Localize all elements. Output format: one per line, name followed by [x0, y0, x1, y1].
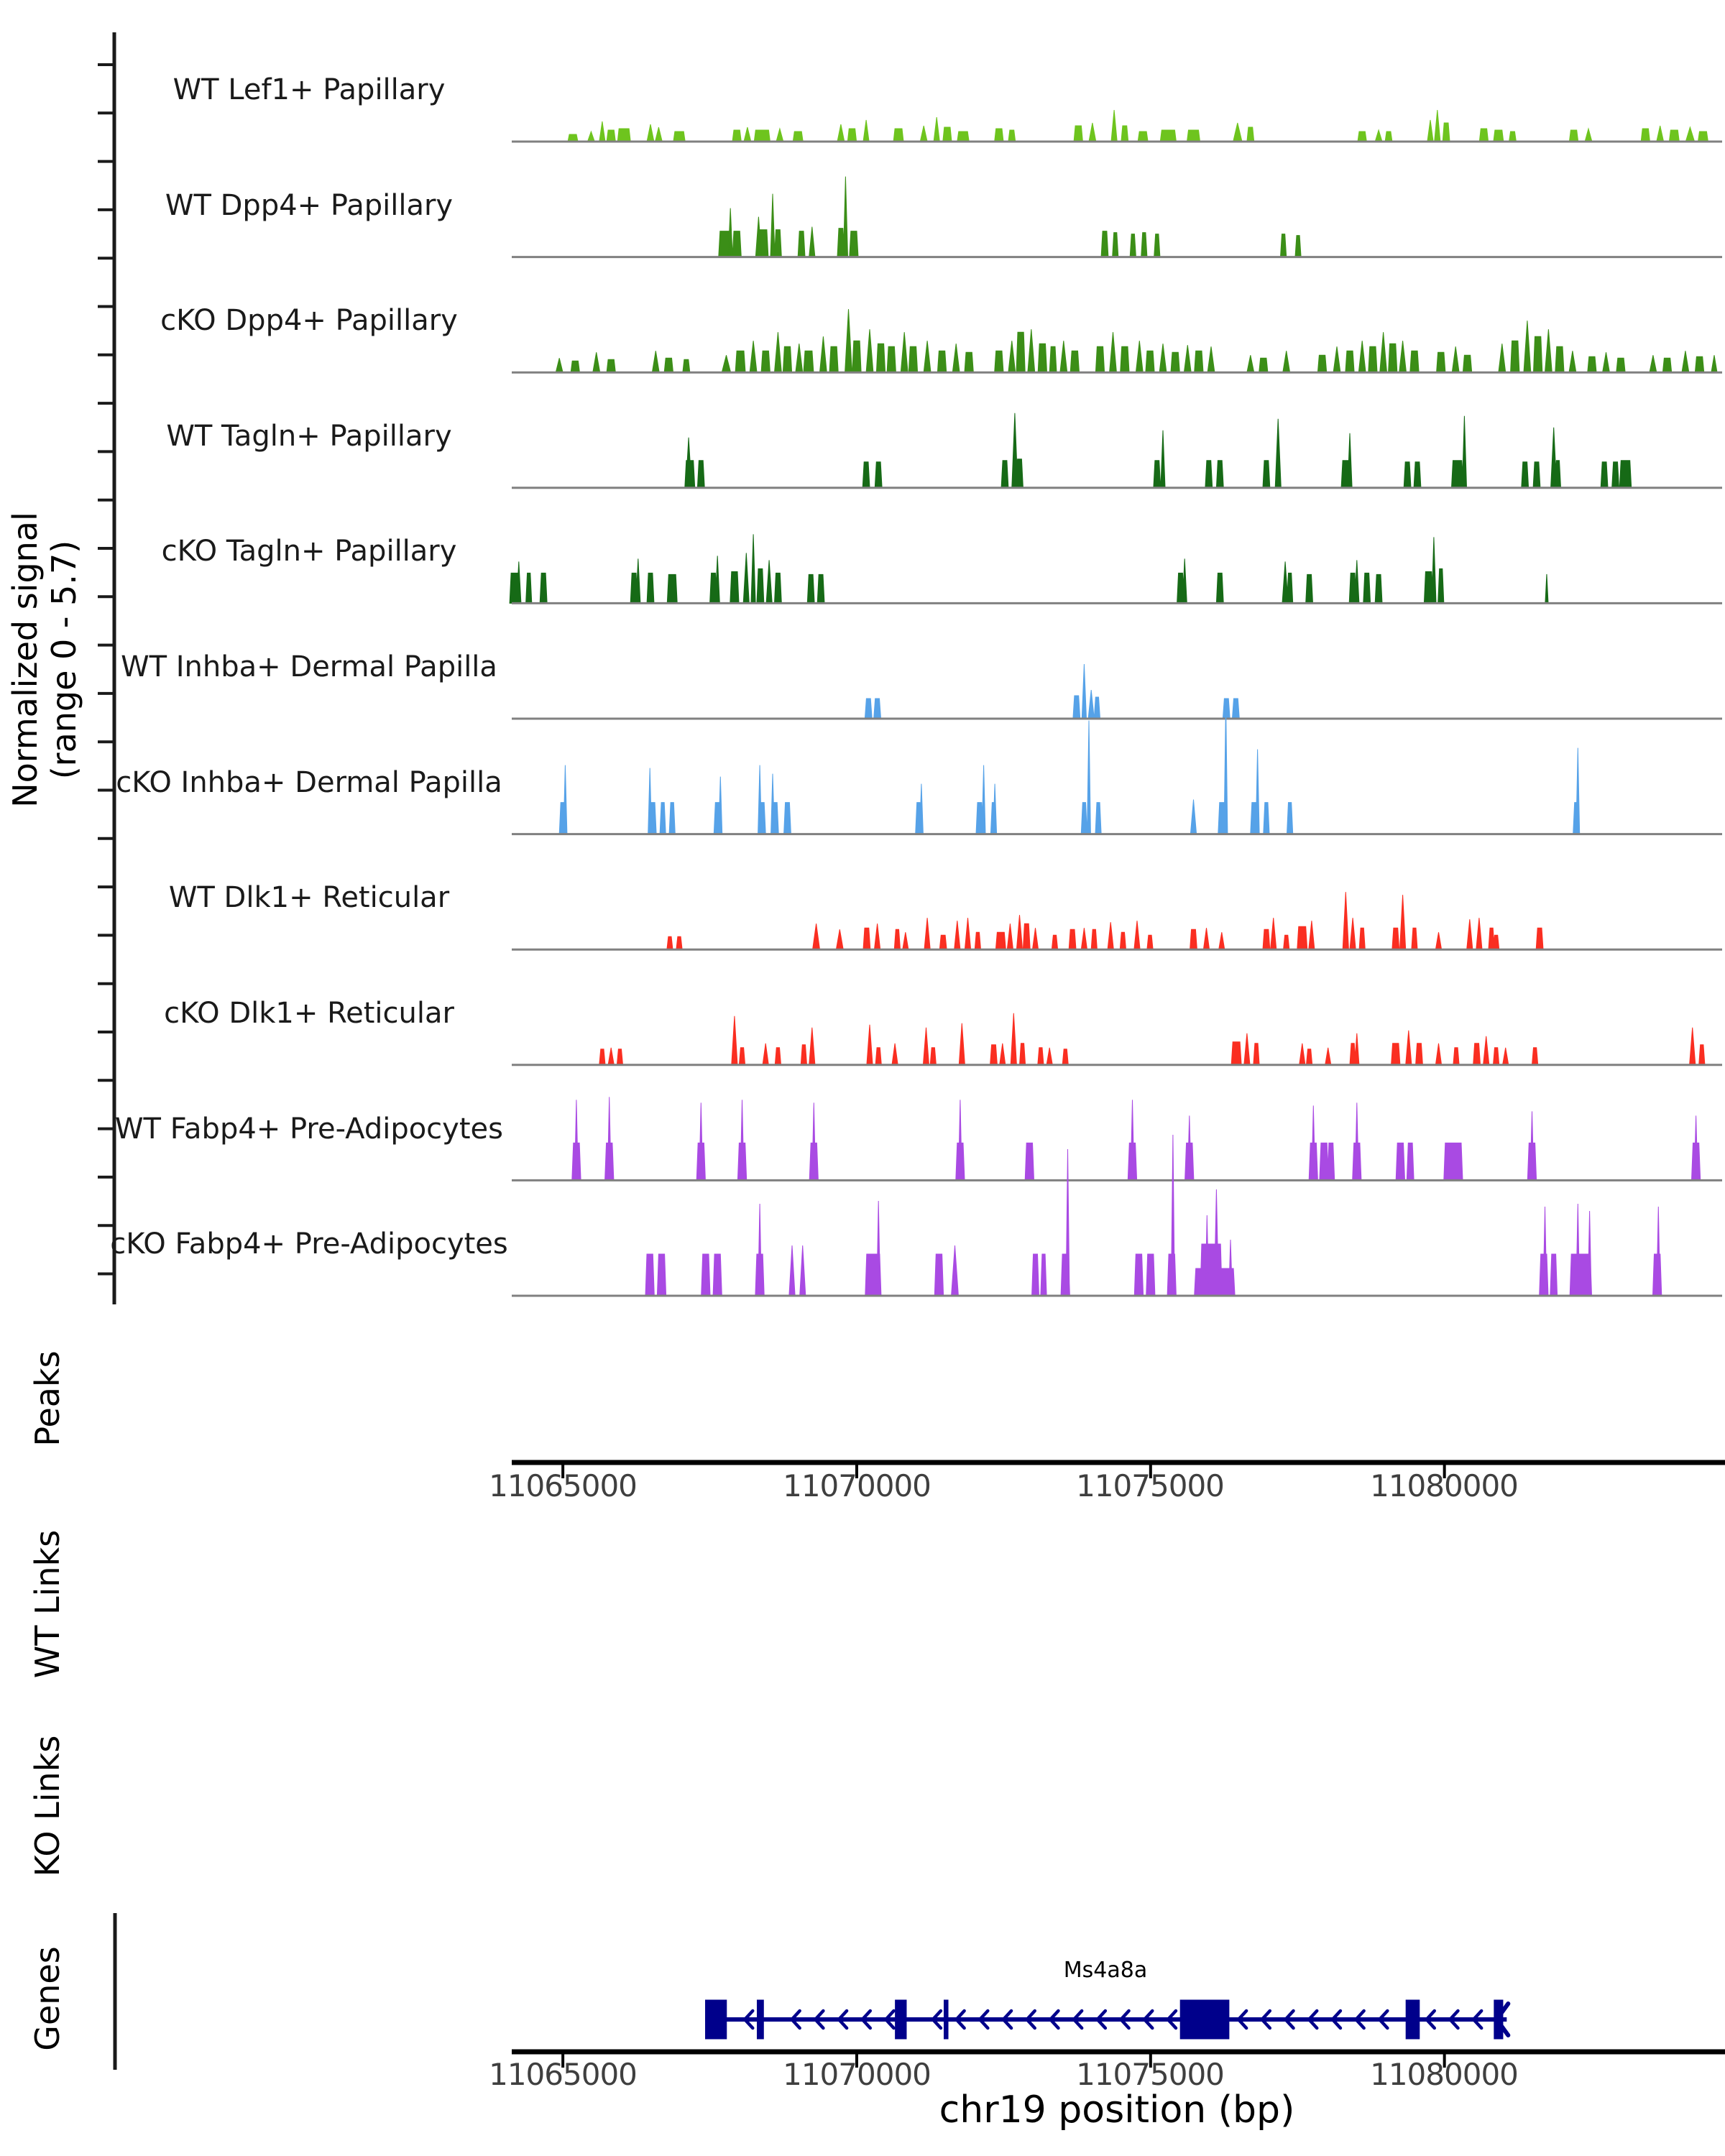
track-label-cko-dlk1: cKO Dlk1+ Reticular	[164, 997, 454, 1030]
signal-track-0	[568, 110, 1708, 142]
genes-axis-tick-11065000: 11065000	[489, 2057, 637, 2092]
y-axis-title-line1: Normalized signal	[6, 512, 45, 808]
signal-track-9	[572, 1097, 1701, 1180]
signal-track-10	[645, 1135, 1662, 1296]
y-axis-title	[6, 372, 85, 947]
genes-axis-tick-11080000: 11080000	[1370, 2057, 1518, 2092]
gene-exon-0	[705, 2000, 727, 2040]
genes-axis-line	[512, 2050, 1725, 2055]
track-label-cko-inhba: cKO Inhba+ Dermal Papilla	[116, 766, 502, 799]
gene-model-Ms4a8a	[705, 2000, 1508, 2040]
signal-track-8	[599, 1013, 1705, 1065]
gene-exon-4	[1180, 2000, 1230, 2040]
gene-exon-5	[1406, 2000, 1420, 2040]
genes-axis-tick-11070000: 11070000	[783, 2057, 931, 2092]
section-label-peaks: Peaks	[28, 1350, 67, 1447]
gene-exon-2	[895, 2000, 906, 2040]
track-label-wt-inhba: WT Inhba+ Dermal Papilla	[121, 650, 497, 683]
signal-track-1	[719, 177, 1301, 257]
track-label-wt-dpp4: WT Dpp4+ Papillary	[165, 189, 454, 222]
y-axis-title-line2: (range 0 - 5.7)	[45, 540, 83, 780]
x-axis-title: chr19 position (bp)	[939, 2088, 1295, 2132]
gene-name-label: Ms4a8a	[1063, 1958, 1148, 1983]
peaks-axis-tick-11075000: 11075000	[1076, 1468, 1224, 1503]
signal-track-2	[556, 309, 1717, 372]
track-label-cko-tagln: cKO Tagln+ Papillary	[161, 535, 457, 568]
gene-exon-1	[757, 2000, 764, 2040]
signal-track-5	[865, 664, 1239, 719]
track-label-cko-fabp4: cKO Fabp4+ Pre-Adipocytes	[110, 1227, 508, 1261]
track-label-wt-dlk1: WT Dlk1+ Reticular	[168, 881, 450, 914]
track-label-wt-lef1: WT Lef1+ Papillary	[172, 73, 446, 106]
gene-exon-3	[944, 2000, 949, 2040]
peaks-axis-tick-11065000: 11065000	[489, 1468, 637, 1503]
genes-axis-tick-11075000: 11075000	[1076, 2057, 1224, 2092]
track-label-wt-tagln: WT Tagln+ Papillary	[166, 420, 452, 453]
section-label-genes: Genes	[28, 1946, 67, 2051]
signal-track-3	[685, 413, 1632, 488]
peaks-axis-line	[512, 1460, 1725, 1465]
peaks-axis-tick-11070000: 11070000	[783, 1468, 931, 1503]
track-label-wt-fabp4: WT Fabp4+ Pre-Adipocytes	[115, 1112, 503, 1146]
track-label-cko-dpp4: cKO Dpp4+ Papillary	[160, 304, 458, 337]
signal-track-7	[667, 892, 1543, 949]
signal-track-4	[510, 534, 1548, 603]
signal-track-6	[559, 702, 1580, 834]
peaks-axis-tick-11080000: 11080000	[1370, 1468, 1518, 1503]
section-label-wt-links: WT Links	[28, 1529, 67, 1679]
section-label-ko-links: KO Links	[28, 1735, 67, 1877]
